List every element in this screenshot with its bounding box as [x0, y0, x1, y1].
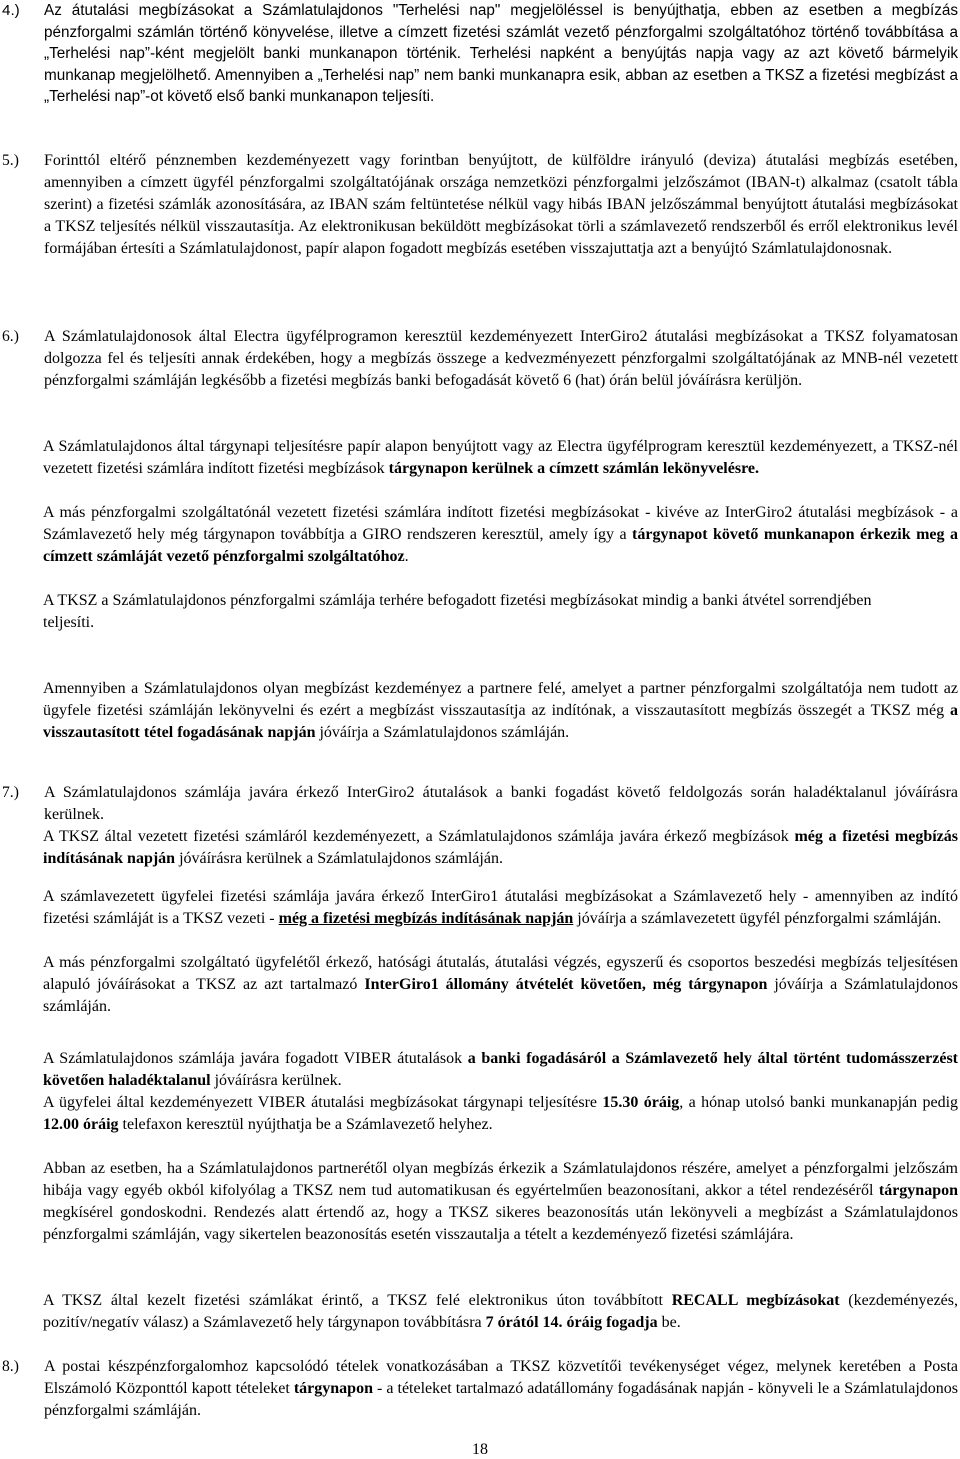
item-number: 6.): [2, 328, 19, 345]
paragraph-intergiro1-credit: A számlavezetett ügyfelei fizetési számlája javára érkező InterGiro1 átutalási megbízásokat a Számlavezető hely - amennyiben az indító fizetési számláját is a TKSZ vezeti - még a fizetési megbízás indításának napján jóváírja a számlavezetett ügyfél pénzforgalmi számláján.: [43, 888, 958, 927]
paragraph-viber-credit: A Számlatulajdonos számlája javára fogadott VIBER átutalások a banki fogadásáról a Számlavezető hely által történt tudomásszerzést követően haladéktalanul jóváírásra kerülnek.: [43, 1050, 959, 1089]
paragraph-rejected-item: Amennyiben a Számlatulajdonos olyan megbízást kezdeményez a partnere felé, amelyet a partner pénzforgalmi szolgáltatója nem tudott az ügyfele fizetési számláján lekönyvelni és ezért a megbízást visszautasítja az indítónak, a visszautasított megbízás összegét a TKSZ még a visszautasított tétel fogadásának napján jóváírja a Számlatulajdonos számláján.: [43, 680, 958, 741]
item-text: A Számlatulajdonosok által Electra ügyfélprogramon keresztül kezdeményezett InterGiro2 átutalási megbízásokat a TKSZ folyamatosan dolgozza fel és teljesíti annak érdekében, hogy a megbízás összege a kedvezményezett pénzforgalmi szolgáltatójának az MNB-nél vezetett pénzforgalmi számláján legkésőbb a fizetési megbízás banki befogadását követő 6 (hat) órán belül jóváírásra kerüljön.: [44, 328, 958, 389]
paragraph-processing-order: A TKSZ a Számlatulajdonos pénzforgalmi számlája terhére befogadott fizetési megbízásokat mindig a banki átvétel sorrendjében teljesíti.: [43, 592, 872, 631]
paragraph-unidentified-item: Abban az esetben, ha a Számlatulajdonos partnerétől olyan megbízás érkezik a Számlatulajdonos részére, amelyet a pénzforgalmi jelzőszám hibája vagy egyéb okból kifolyólag a TKSZ nem tud automatikusan és egyértelműen beazonosítani, akkor a tétel rendezéséről tárgynapon megkísérel gondoskodni. Rendezés alatt értendő az, hogy a TKSZ sikeres beazonosítás után lekönyveli a megbízást a Számlatulajdonos pénzforgalmi számláján, vagy sikertelen beazonosítás esetén visszautalja a tételt a kezdeményező fizetési számlájára.: [43, 1160, 958, 1243]
item-text: A Számlatulajdonos számlája javára érkező InterGiro2 átutalások a banki fogadást követő feldolgozás során haladéktalanul jóváírásra kerülnek.: [44, 784, 958, 823]
paragraph-giro-forwarding: A más pénzforgalmi szolgáltatónál vezetett fizetési számlára indított fizetési megbízásokat - kivéve az InterGiro2 átutalási megbízások - a Számlavezető hely még tárgynapon továbbítja a GIRO rendszeren keresztül, amely így a tárgynapot követő munkanapon érkezik meg a címzett számláját vezető pénzforgalmi szolgáltatóhoz.: [43, 504, 958, 565]
paragraph-internal-transfer: A TKSZ által vezetett fizetési számláról kezdeményezett, a Számlatulajdonos számlája javára érkező megbízások még a fizetési megbízás indításának napján jóváírásra kerülnek a Számlatulajdonos számláján.: [43, 828, 959, 867]
item-text: Forinttól eltérő pénznemben kezdeményezett vagy forintban benyújtott, de külföldre irányuló (deviza) átutalási megbízás esetében, amennyiben a címzett ügyfél pénzforgalmi szolgáltatójának országa nemzetközi pénzforgalmi jelzőszámot (IBAN-t) alkalmaz (csatolt tábla szerint) a fizetési számlák azonosítására, az IBAN szám feltüntetése nélkül vagy hibás IBAN jelzőszámmal benyújtott átutalási megbízásokat a TKSZ teljesítés nélkül visszautasítja. Az elektronikusan beküldött megbízásokat törli a számlavezető rendszerből és erről elektronikus levél formájában értesíti a Számlatulajdonost, papír alapon fogadott megbízás esetében visszajuttatja azt a benyújtó Számlatulajdonosnak.: [44, 152, 958, 257]
list-item-6: [0, 326, 958, 392]
paragraph-viber-deadline: A ügyfelei által kezdeményezett VIBER átutalási megbízásokat tárgynapi teljesítésre 15.30 óráig, a hónap utolsó banki munkanapján pedig 12.00 óráig telefaxon keresztül nyújthatja be a Számlavezető helyhez.: [43, 1094, 959, 1133]
list-item-8: [0, 1356, 958, 1422]
item-number: 7.): [2, 784, 19, 801]
page-number: 18: [472, 1441, 488, 1458]
item-number: 4.): [2, 2, 20, 19]
item-number: 8.): [2, 1358, 19, 1375]
item-text: Az átutalási megbízásokat a Számlatulajdonos "Terhelési nap" megjelöléssel is benyújthatja, ebben az esetben a megbízás pénzforgalmi számlán történő könyvelése, illetve a címzett fizetési számlát vezető pénzforgalmi szolgáltatóhoz történő továbbítása a „Terhelési nap”-ként megjelölt banki munkanapon történik. Terhelési napként a benyújtás napja vagy az azt követő bármelyik munkanap megjelölhető. Amennyiben a „Terhelési nap” nem banki munkanapra esik, abban az esetben a TKSZ a fizetési megbízást a „Terhelési nap”-ot követő első banki munkanapon teljesíti.: [44, 2, 958, 105]
item-text: A postai készpénzforgalomhoz kapcsolódó tételek vonatkozásában a TKSZ közvetítői tevékenységet végez, melynek keretében a Posta Elszámoló Központtól kapott tételeket tárgynapon - a tételeket tartalmazó adatállomány fogadásának napján - könyveli le a Számlatulajdonos pénzforgalmi számláján.: [44, 1358, 958, 1419]
list-item-4: [0, 0, 958, 108]
paragraph-other-provider-credit: A más pénzforgalmi szolgáltató ügyfelétől érkező, hatósági átutalás, átutalási végzés, egyszerű és csoportos beszedési megbízás teljesítésen alapuló jóváírásokat a TKSZ az azt tartalmazó InterGiro1 állomány átvételét követően, még tárgynapon jóváírja a Számlatulajdonos számláján.: [43, 954, 959, 1015]
list-item-5: [0, 150, 958, 260]
paragraph-same-day-booking: A Számlatulajdonos által tárgynapi teljesítésre papír alapon benyújtott vagy az Electra ügyfélprogram keresztül kezdeményezett, a TKSZ-nél vezetett fizetési számlára indított fizetési megbízások tárgynapon kerülnek a címzett számlán lekönyvelésre.: [43, 438, 958, 477]
paragraph-recall: A TKSZ által kezelt fizetési számlákat érintő, a TKSZ felé elektronikus úton továbbított RECALL megbízásokat (kezdeményezés, pozitív/negatív válasz) a Számlavezető hely tárgynapon továbbításra 7 órától 14. óráig fogadja be.: [43, 1292, 958, 1331]
list-item-7: [0, 782, 958, 826]
item-number: 5.): [2, 152, 19, 169]
